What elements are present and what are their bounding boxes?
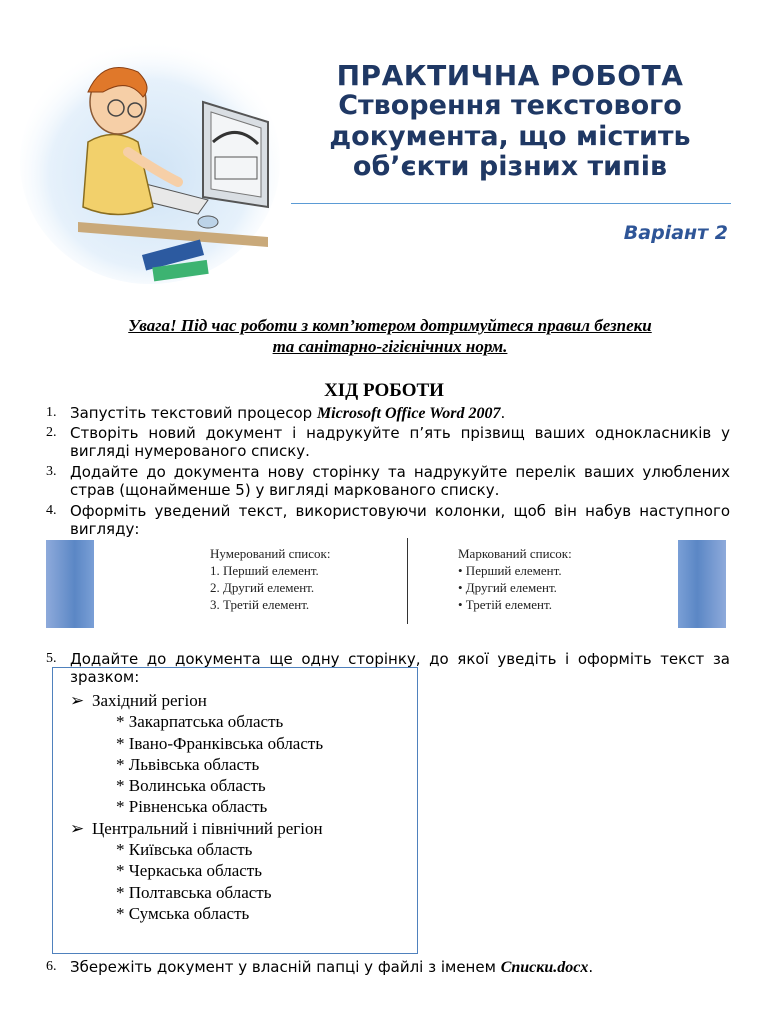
list-item: * Київська область [116, 840, 253, 860]
column-separator-line [407, 538, 408, 624]
list-item-step-6 [40, 958, 730, 978]
region-name: Західний регіон [92, 691, 207, 710]
list-item: 2. Другий елемент. [210, 579, 315, 595]
list-item: * Рівненська область [116, 797, 268, 817]
regions-sample [70, 690, 323, 924]
region-name: Центральний і північний регіон [92, 818, 323, 838]
warning-line-1: Увага! Під час роботи з комп’ютером дотримуйтеся правил безпеки [128, 316, 652, 335]
list-item-step-1 [40, 404, 730, 424]
person-at-computer-illustration [18, 32, 283, 287]
list-item: • Перший елемент. [458, 562, 562, 578]
list-item: 3. Третій елемент. [210, 596, 310, 612]
region-group-west [70, 690, 323, 818]
list-item: • Третій елемент. [458, 596, 552, 612]
title-divider [291, 203, 731, 204]
variant-label: Варіант 2 [623, 222, 728, 244]
step-text: Додайте до документа ще одну сторінку, до якої уведіть і оформіть текст за зразком: [70, 650, 730, 687]
list-item: * Полтавська область [116, 882, 272, 902]
column-sample-left-bar [46, 540, 94, 628]
list-item: * Черкаська область [116, 861, 262, 881]
page-title [290, 60, 730, 182]
step-text: Створіть новий документ і надрукуйте п’ять прізвищ ваших однокласників у вигляді нумерованого списку. [70, 424, 730, 461]
numbered-list-title: Нумерований список: [210, 546, 331, 561]
step-number: 2. [46, 425, 57, 440]
list-item-step-2 [40, 424, 730, 461]
step-number: 5. [46, 651, 57, 666]
step-text: Збережіть документ у власній папці у файлі з іменем [70, 958, 501, 976]
list-item: • Другий елемент. [458, 579, 557, 595]
warning-line-2: та санітарно-гігієнічних норм. [272, 337, 508, 357]
column-sample-right-bar [678, 540, 726, 628]
arrow-bullet-icon: ➢ [70, 691, 85, 710]
step-emphasis: Списки.docx [500, 959, 589, 976]
list-item-step-4 [40, 502, 730, 539]
step-text-end: . [588, 958, 594, 976]
step-number: 1. [46, 405, 57, 420]
section-heading: ХІД РОБОТИ [324, 380, 444, 401]
arrow-bullet-icon: ➢ [70, 818, 85, 838]
step-text: Оформіть уведений текст, використовуючи колонки, щоб він набув наступного вигляду: [70, 502, 730, 539]
step-text: Запустіть текстовий процесор [70, 404, 317, 422]
title-line-1: ПРАКТИЧНА РОБОТА [336, 59, 684, 92]
step-text-end: . [500, 404, 506, 422]
list-item: * Волинська область [116, 776, 266, 796]
bulleted-list-title: Маркований список: [458, 546, 572, 561]
list-item-step-3 [40, 463, 730, 500]
numbered-list-sample [210, 546, 330, 614]
safety-warning [60, 315, 720, 358]
title-line-2: Створення текстового документа, що містить об’єкти різних типів [329, 90, 691, 182]
list-item: * Закарпатська область [116, 712, 284, 732]
bulleted-list-sample [458, 546, 572, 614]
step-text: Додайте до документа нову сторінку та надрукуйте перелік ваших улюблених страв (щонайменше 5) у вигляді маркованого списку. [70, 463, 730, 500]
step-number: 6. [46, 959, 57, 974]
list-item: 1. Перший елемент. [210, 562, 319, 578]
list-item: * Сумська область [116, 903, 250, 923]
list-item: * Львівська область [116, 754, 260, 774]
region-group-central-north [70, 818, 323, 924]
step-emphasis: Microsoft Office Word 2007 [316, 405, 501, 422]
step-number: 3. [46, 464, 57, 479]
list-item: * Івано-Франківська область [116, 733, 324, 753]
step-number: 4. [46, 503, 57, 518]
